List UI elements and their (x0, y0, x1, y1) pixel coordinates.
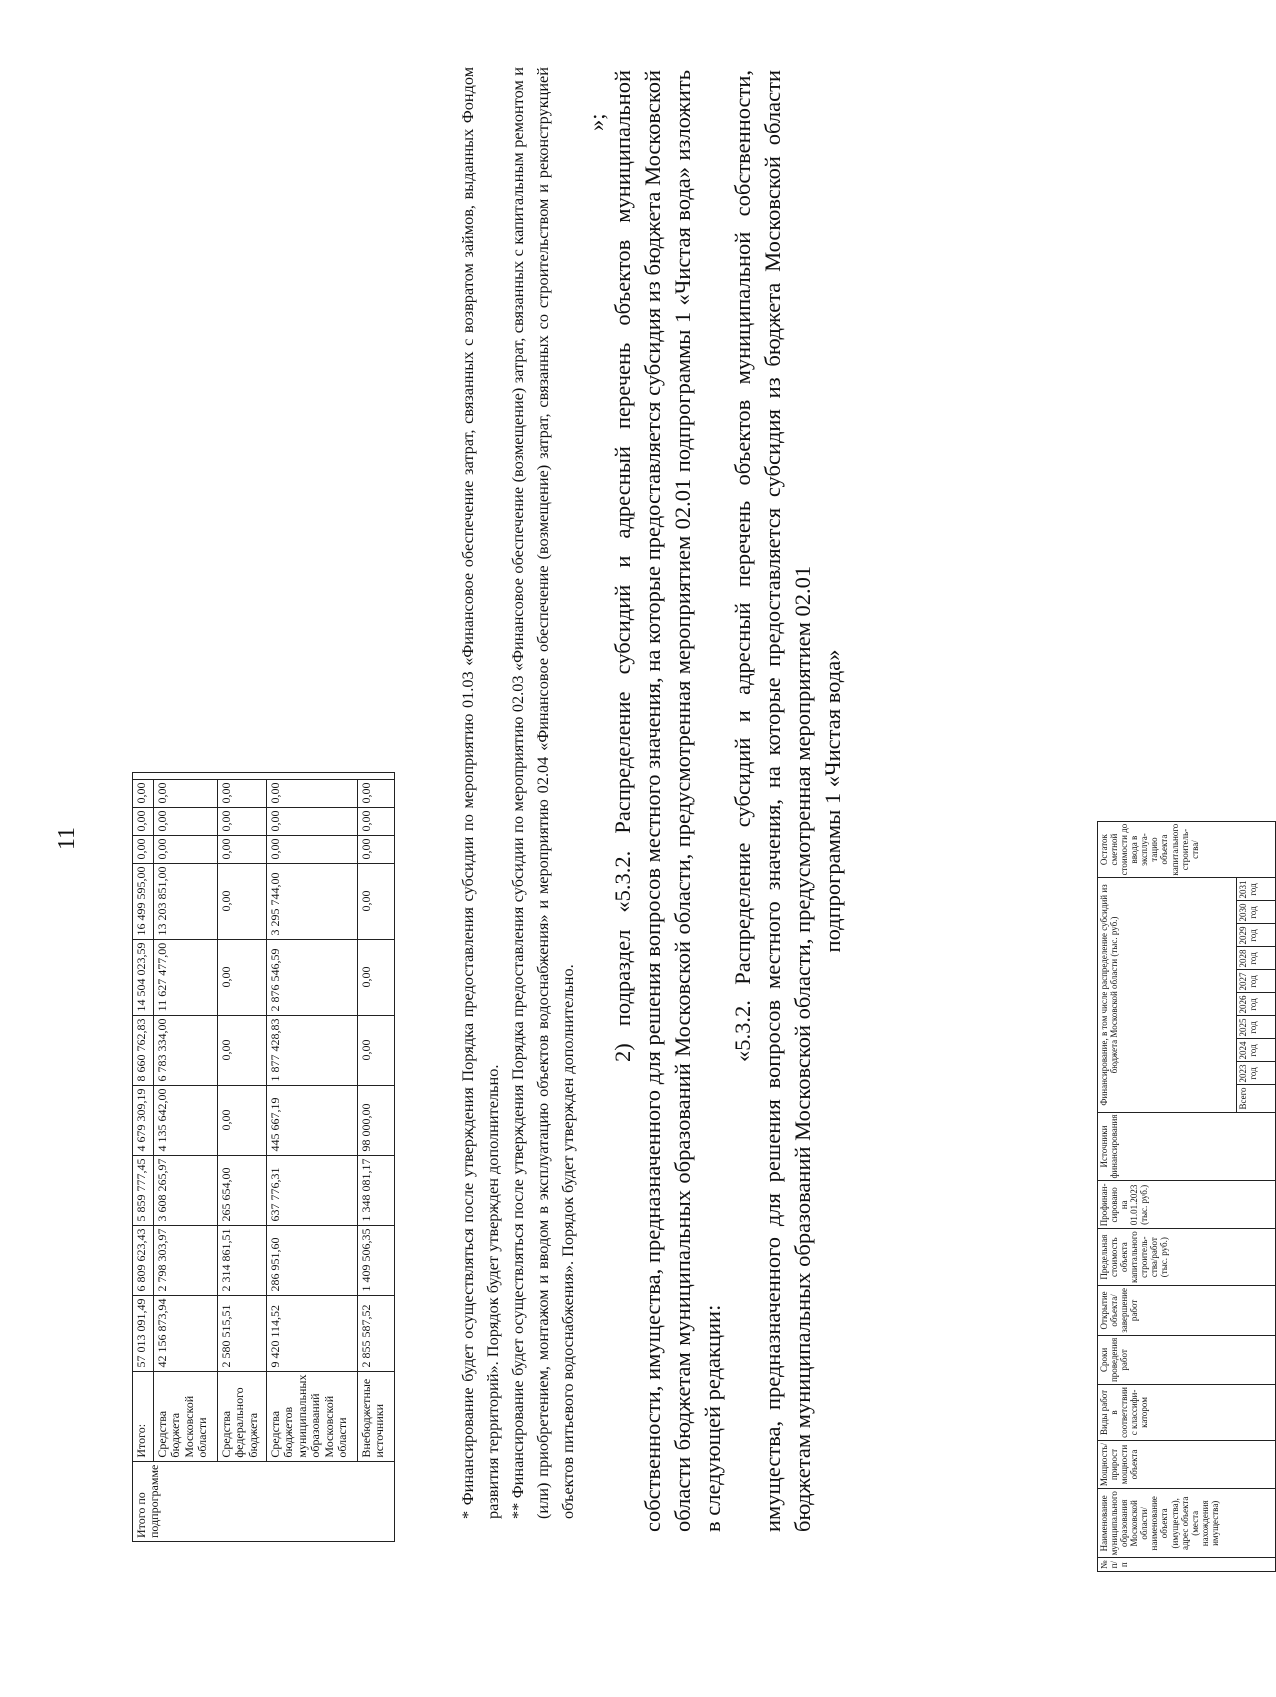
subsidy-distribution-header-table (1097, 821, 1276, 1572)
header-year: 2029 год (1237, 924, 1276, 947)
source-cell: Средства федерального бюджета (218, 1371, 267, 1461)
header-terms: Сроки проведения работ (1098, 1335, 1276, 1384)
header-limit-cost: Предельная стоимость объекта капитального строитель- ства/работ (тыс. руб.) (1098, 1229, 1276, 1286)
header-works: Виды работ в соответствии с классифи- катором (1098, 1385, 1276, 1441)
header-year: 2025 год (1237, 1016, 1276, 1039)
value-cell: 2 580 515,51 (218, 1295, 267, 1371)
header-sources: Источники финансирования (1098, 1112, 1276, 1181)
value-cell: 0,00 (267, 807, 358, 835)
value-cell: 2 798 303,97 (154, 1225, 218, 1295)
value-cell: 0,00 (154, 807, 218, 835)
value-cell: 5 859 777,45 (133, 1155, 154, 1225)
value-cell: 0,00 (154, 779, 218, 807)
value-cell: 0,00 (218, 1085, 267, 1155)
footnote: ** Финансирование будет осуществляться после утверждения Порядка предоставления субсидии по мероприятию 02.03 «Финансовое обеспечение (возмещение) затрат, связанных с капитальным ремонтом и (или) приобретением, монтажом и вводом в эксплуатацию объектов водоснабжения» и мероприятию 02.04 «Финансовое обеспечение (возмещение) затрат, связанных со строительством и реконструкцией объектов питьевого водоснабжения». Порядок будет утвержден дополнительно. (508, 67, 577, 1519)
section-heading-end: подпрограммы 1 «Чистая вода» (820, 649, 845, 953)
header-year: 2024 год (1237, 1039, 1276, 1062)
header-remainder: Остаток сметной стоимости до ввода в эксплуа- тацию объекта капитального строитель- ства/ (1098, 821, 1276, 878)
value-cell: 6 783 334,00 (154, 1015, 218, 1085)
source-cell: Внебюджетные источники (358, 1371, 395, 1461)
value-cell: 0,00 (133, 807, 154, 835)
table-row (358, 772, 395, 1541)
value-cell: 0,00 (358, 835, 395, 863)
table-row (154, 772, 218, 1541)
value-cell: 98 000,00 (358, 1085, 395, 1155)
value-cell: 2 876 546,59 (267, 939, 358, 1015)
source-cell: Средства бюджета Московской области (154, 1371, 218, 1461)
value-cell: 0,00 (218, 779, 267, 807)
value-cell: 0,00 (267, 779, 358, 807)
header-year: 2030 год (1237, 901, 1276, 924)
value-cell: 13 203 851,00 (154, 863, 218, 939)
source-cell: Итого: (133, 1371, 154, 1461)
value-cell: 1 348 081,17 (358, 1155, 395, 1225)
value-cell: 57 013 091,49 (133, 1295, 154, 1371)
source-cell: Средства бюджетов муниципальных образований Московской области (267, 1371, 358, 1461)
subprogram-total-label: Итого по подпрограмме (133, 1461, 395, 1541)
header-opening: Открытие объекта/ завершение работ (1098, 1286, 1276, 1336)
value-cell: 2 855 587,52 (358, 1295, 395, 1371)
subprogram-total-table (132, 772, 395, 1542)
value-cell: 0,00 (358, 1015, 395, 1085)
footnote: * Финансирование будет осуществляться после утверждения Порядка предоставления субсидии по мероприятию 01.03 «Финансовое обеспечение затрат, связанных с возвратом займов, выданных Фондом развития территорий». Порядок будет утвержден дополнительно. (458, 67, 502, 1519)
header-year: 2026 год (1237, 993, 1276, 1016)
table-row (218, 772, 267, 1541)
value-cell: 4 679 309,19 (133, 1085, 154, 1155)
footnotes (455, 67, 580, 1519)
value-cell: 1 877 428,83 (267, 1015, 358, 1085)
header-total: Всего (1237, 1085, 1276, 1112)
table-row (133, 772, 154, 1541)
value-cell: 0,00 (358, 939, 395, 1015)
header-no: № п/п (1098, 1558, 1276, 1572)
value-cell: 16 499 595,00 (133, 863, 154, 939)
value-cell: 11 627 477,00 (154, 939, 218, 1015)
header-year: 2023 год (1237, 1062, 1276, 1085)
value-cell: 0,00 (218, 807, 267, 835)
section-heading: «5.3.2. Распределение субсидий и адресный перечень объектов муниципальной собственности, имущества, предназначенного для решения вопросов местного значения, на которые предоставляется субсидия из бюджета Московской области бюджетам муниципальных образований Московской области, предусмотренная мероприятием 02.01 (730, 70, 815, 1532)
value-cell: 9 420 114,52 (267, 1295, 358, 1371)
value-cell: 286 951,60 (267, 1225, 358, 1295)
header-name: Наименование муниципального образования Московской области/наименование объекта (имущества), адрес объекта (места нахождения имущества) (1098, 1489, 1276, 1558)
value-cell: 14 504 023,59 (133, 939, 154, 1015)
value-cell: 6 809 623,43 (133, 1225, 154, 1295)
header-year: 2028 год (1237, 947, 1276, 970)
value-cell: 637 776,31 (267, 1155, 358, 1225)
amendment-paragraph: 2) подраздел «5.3.2. Распределение субсидий и адресный перечень объектов муниципальной собственности, имущества, предназначенного для решения вопросов местного значения, на которые предоставляется субсидия из бюджета Московской области бюджетам муниципальных образований Московской области, предусмотренная мероприятием 02.01 подпрограммы 1 «Чистая вода» изложить в следующей редакции: (610, 70, 725, 1532)
value-cell: 0,00 (133, 835, 154, 863)
value-cell: 445 667,19 (267, 1085, 358, 1155)
value-cell: 1 409 506,35 (358, 1225, 395, 1295)
value-cell: 3 295 744,00 (267, 863, 358, 939)
closing-quote-mark: »; (584, 113, 609, 131)
page-number: 11 (54, 826, 81, 850)
value-cell: 265 654,00 (218, 1155, 267, 1225)
value-cell: 8 660 762,83 (133, 1015, 154, 1085)
value-cell: 2 314 861,51 (218, 1225, 267, 1295)
table-row (1098, 821, 1237, 1571)
value-cell: 0,00 (154, 835, 218, 863)
header-prefinanced: Профинан- сировано на 01.01.2023 (тыс. руб.) (1098, 1181, 1276, 1229)
value-cell: 0,00 (133, 779, 154, 807)
header-financing: Финансирование, в том числе распределение субсидий из бюджета Московской области (тыс. руб.) (1098, 878, 1237, 1112)
value-cell: 0,00 (218, 939, 267, 1015)
header-capacity: Мощность/ прирост мощности объекта (1098, 1440, 1276, 1488)
header-year: 2027 год (1237, 970, 1276, 993)
value-cell: 4 135 642,00 (154, 1085, 218, 1155)
value-cell: 0,00 (358, 779, 395, 807)
value-cell: 42 156 873,94 (154, 1295, 218, 1371)
value-cell: 0,00 (267, 835, 358, 863)
value-cell: 0,00 (358, 807, 395, 835)
document-body (608, 70, 848, 1532)
empty-cell (133, 772, 395, 779)
table-row (267, 772, 358, 1541)
header-year: 2031 год (1237, 878, 1276, 901)
value-cell: 3 608 265,97 (154, 1155, 218, 1225)
value-cell: 0,00 (218, 863, 267, 939)
value-cell: 0,00 (358, 863, 395, 939)
value-cell: 0,00 (218, 835, 267, 863)
value-cell: 0,00 (218, 1015, 267, 1085)
